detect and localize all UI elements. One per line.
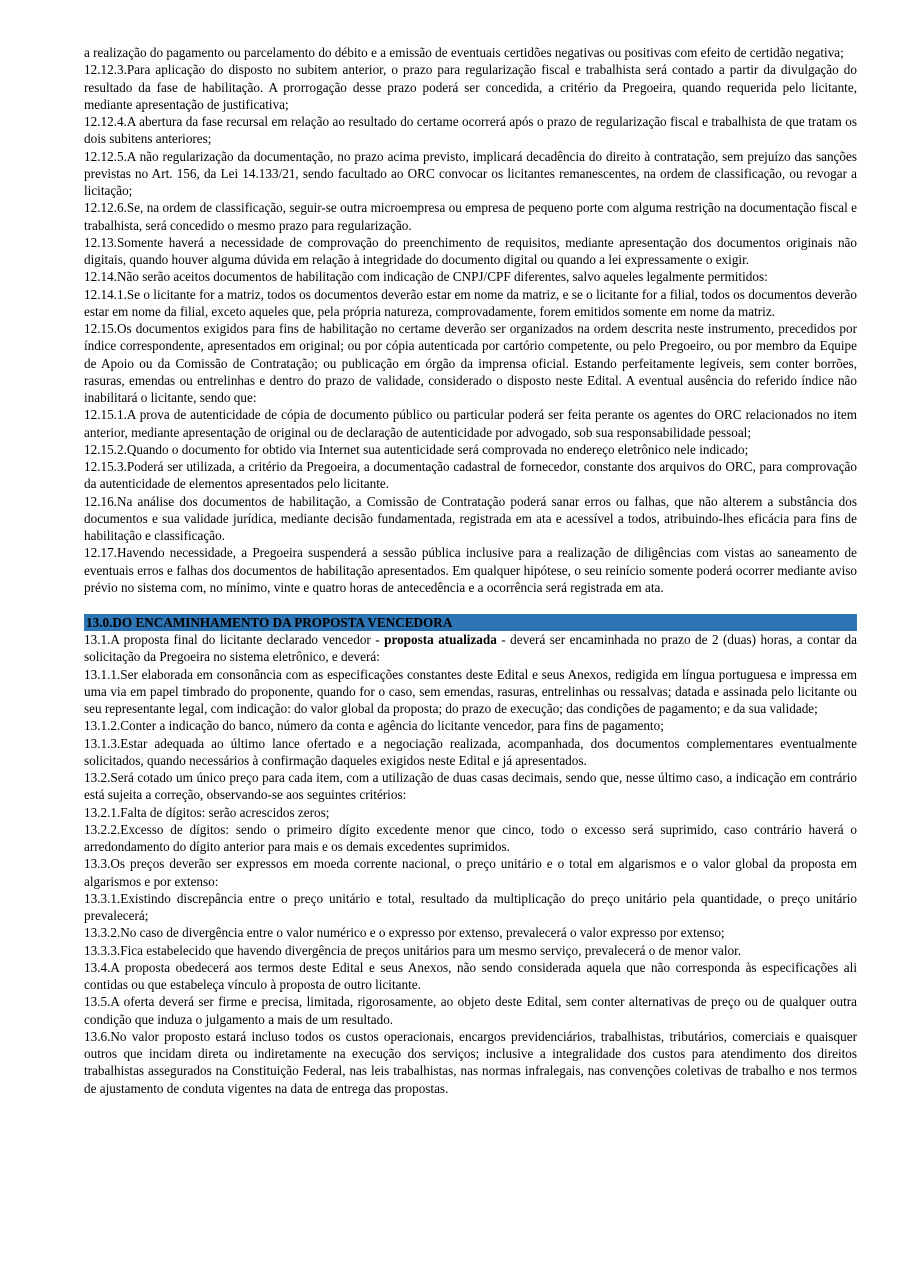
paragraph-13-2-1: 13.2.1.Falta de dígitos: serão acrescidos zeros;: [84, 804, 330, 820]
paragraph-12-12-6: 12.12.6.Se, na ordem de classificação, seguir-se outra microempresa ou empresa de pequeno porte com alguma restrição na documentação fiscal e trabalhista, será concedido o mesmo prazo para regularização.: [84, 200, 857, 233]
paragraph-13-5: 13.5.A oferta deverá ser firme e precisa, limitada, rigorosamente, ao objeto deste Edital, sem conter alternativas de preço ou de qualquer outra condição que induza o julgamento a mais de um resultado.: [84, 994, 857, 1027]
paragraph-13-3: 13.3.Os preços deverão ser expressos em moeda corrente nacional, o preço unitário e o total em algarismos e o valor global da proposta em algarismos e por extenso:: [84, 856, 857, 889]
paragraph-13-6: 13.6.No valor proposto estará incluso todos os custos operacionais, encargos previdenciários, trabalhistas, tributários, comerciais e quaisquer outros que incidam direta ou indiretamente na execução dos serviços; inclusive a integralidade dos custos para atendimento dos direitos trabalhistas assegurados na Constituição Federal, nas leis trabalhistas, nas normas infralegais, nas convenções coletivas de trabalho e nos termos de ajustamento de conduta vigentes na data de entrega das propostas.: [84, 1028, 857, 1096]
paragraph-13-1-2: 13.1.2.Conter a indicação do banco, número da conta e agência do licitante vencedor, para fins de pagamento;: [84, 718, 664, 734]
paragraph-13-1-bold-phrase: proposta atualizada: [384, 632, 497, 647]
paragraph-13-2-2: 13.2.2.Excesso de dígitos: sendo o primeiro dígito excedente menor que cinco, todo o excesso será suprimido, caso contrário haverá o arredondamento do dígito anterior para mais e os demais excedentes suprimidos.: [84, 821, 857, 854]
paragraph-12-16: 12.16.Na análise dos documentos de habilitação, a Comissão de Contratação poderá sanar erros ou falhas, que não alterem a substância dos documentos e sua validade jurídica, mediante decisão fundamentada, registrada em ata e acessível a todos, atribuindo-lhes eficácia para fins de habilitação e classificação.: [84, 493, 857, 543]
paragraph-13-1-text-start: 13.1.A proposta final do licitante declarado vencedor -: [84, 632, 385, 647]
paragraph-13-3-3: 13.3.3.Fica estabelecido que havendo divergência de preços unitários para um mesmo serviço, prevalecerá o de menor valor.: [84, 942, 742, 958]
document-page: [84, 44, 857, 1097]
paragraph-13-3-2: 13.3.2.No caso de divergência entre o valor numérico e o expresso por extenso, prevalecerá o valor expresso por extenso;: [84, 925, 725, 941]
paragraph-12-12-4: 12.12.4.A abertura da fase recursal em relação ao resultado do certame ocorrerá após o prazo de regularização fiscal e trabalhista de que tratam os dois subitens anteriores;: [84, 114, 857, 147]
paragraph-12-13: 12.13.Somente haverá a necessidade de comprovação do preenchimento de requisitos, mediante apresentação dos documentos originais não digitais, quando houver alguma dúvida em relação à integridade do documento digital ou quando a lei expressamente o exigir.: [84, 234, 857, 267]
paragraph-13-1-1: 13.1.1.Ser elaborada em consonância com as especificações constantes deste Edital e seus Anexos, redigida em língua portuguesa e impressa em uma via em papel timbrado do proponente, quando for o caso, sem emendas, rasuras, entrelinhas ou ressalvas; datada e assinada pelo licitante ou seu representante legal, com indicação: do valor global da proposta; do prazo de execução; das condições de pagamento; e da sua validade;: [84, 666, 857, 716]
paragraph-13-1: [84, 631, 857, 666]
paragraph-13-3-1: 13.3.1.Existindo discrepância entre o preço unitário e total, resultado da multiplicação do preço unitário pela quantidade, o preço unitário prevalecerá;: [84, 890, 857, 923]
paragraph-12-17: 12.17.Havendo necessidade, a Pregoeira suspenderá a sessão pública inclusive para a realização de diligências com vistas ao saneamento de eventuais erros e falhas dos documentos de habilitação apresentados. Em qualquer hipótese, o seu reinício somente poderá ocorrer mediante aviso prévio no sistema com, no mínimo, vinte e quatro horas de antecedência e a ocorrência será registrada em ata.: [84, 545, 857, 595]
paragraph-12-15: 12.15.Os documentos exigidos para fins de habilitação no certame deverão ser organizados na ordem descrita neste instrumento, precedidos por índice correspondente, apresentados em original; ou por cópia autenticada por cartório competente, ou pelo Pregoeiro, ou por membro da Equipe de Apoio ou da Comissão de Contratação; ou publicação em órgão da imprensa oficial. Estando perfeitamente legíveis, sem conter borrões, rasuras, emendas ou entrelinhas e dentro do prazo de validade, considerado o disposto neste Edital. A eventual ausência do referido índice não inabilitará o licitante, sendo que:: [84, 321, 857, 405]
paragraph-13-1-3: 13.1.3.Estar adequada ao último lance ofertado e a negociação realizada, acompanhada, dos documentos complementares eventualmente solicitados, quando necessários à confirmação daqueles exigidos neste Edital e já apresentados.: [84, 735, 857, 768]
section-spacer: [84, 596, 857, 614]
paragraph-13-1-text-end: - deverá ser encaminhada no prazo de 2 (duas) horas, a contar da solicitação da Pregoeira no sistema eletrônico, e deverá:: [84, 632, 857, 665]
paragraph-13-4: 13.4.A proposta obedecerá aos termos deste Edital e seus Anexos, não sendo considerada aquela que não corresponda às especificações ali contidas ou que estabeleça vínculo à proposta de outro licitante.: [84, 959, 857, 992]
paragraph-12-15-3: 12.15.3.Poderá ser utilizada, a critério da Pregoeira, a documentação cadastral de fornecedor, constante dos arquivos do ORC, para comprovação da autenticidade de elementos apresentados pelo licitante.: [84, 459, 857, 492]
paragraph-12-15-1: 12.15.1.A prova de autenticidade de cópia de documento público ou particular poderá ser feita perante os agentes do ORC relacionados no item anterior, mediante apresentação de original ou de declaração de autenticidade por advogado, sob sua responsabilidade pessoal;: [84, 407, 857, 440]
paragraph-12-12-5: 12.12.5.A não regularização da documentação, no prazo acima previsto, implicará decadência do direito à contratação, sem prejuízo das sanções previstas no Art. 156, da Lei 14.133/21, sendo facultado ao ORC convocar os licitantes remanescentes, na ordem de classificação, ou revogar a licitação;: [84, 148, 857, 198]
paragraph-12-12-2-continuation: a realização do pagamento ou parcelamento do débito e a emissão de eventuais certidões negativas ou positivas com efeito de certidão negativa;: [84, 45, 844, 60]
paragraph-12-12-3: 12.12.3.Para aplicação do disposto no subitem anterior, o prazo para regularização fiscal e trabalhista será contado a partir da divulgação do resultado da fase de habilitação. A prorrogação desse prazo poderá ser concedida, a critério da Pregoeira, quando requerida pelo licitante, mediante apresentação de justificativa;: [84, 62, 857, 112]
paragraph-12-14: 12.14.Não serão aceitos documentos de habilitação com indicação de CNPJ/CPF diferentes, salvo aqueles legalmente permitidos:: [84, 269, 768, 285]
section-heading-13: 13.0.DO ENCAMINHAMENTO DA PROPOSTA VENCEDORA: [84, 614, 857, 631]
paragraph-13-2: 13.2.Será cotado um único preço para cada item, com a utilização de duas casas decimais, sendo que, nesse último caso, a indicação em contrário está sujeita a correção, observando-se aos seguintes critérios:: [84, 770, 857, 803]
paragraph-12-14-1: 12.14.1.Se o licitante for a matriz, todos os documentos deverão estar em nome da matriz, e se o licitante for a filial, todos os documentos deverão estar em nome da filial, exceto aqueles que, pela própria natureza, comprovadamente, forem emitidos somente em nome da matriz.: [84, 286, 857, 319]
paragraph-12-15-2: 12.15.2.Quando o documento for obtido via Internet sua autenticidade será comprovada no endereço eletrônico nele indicado;: [84, 441, 749, 457]
